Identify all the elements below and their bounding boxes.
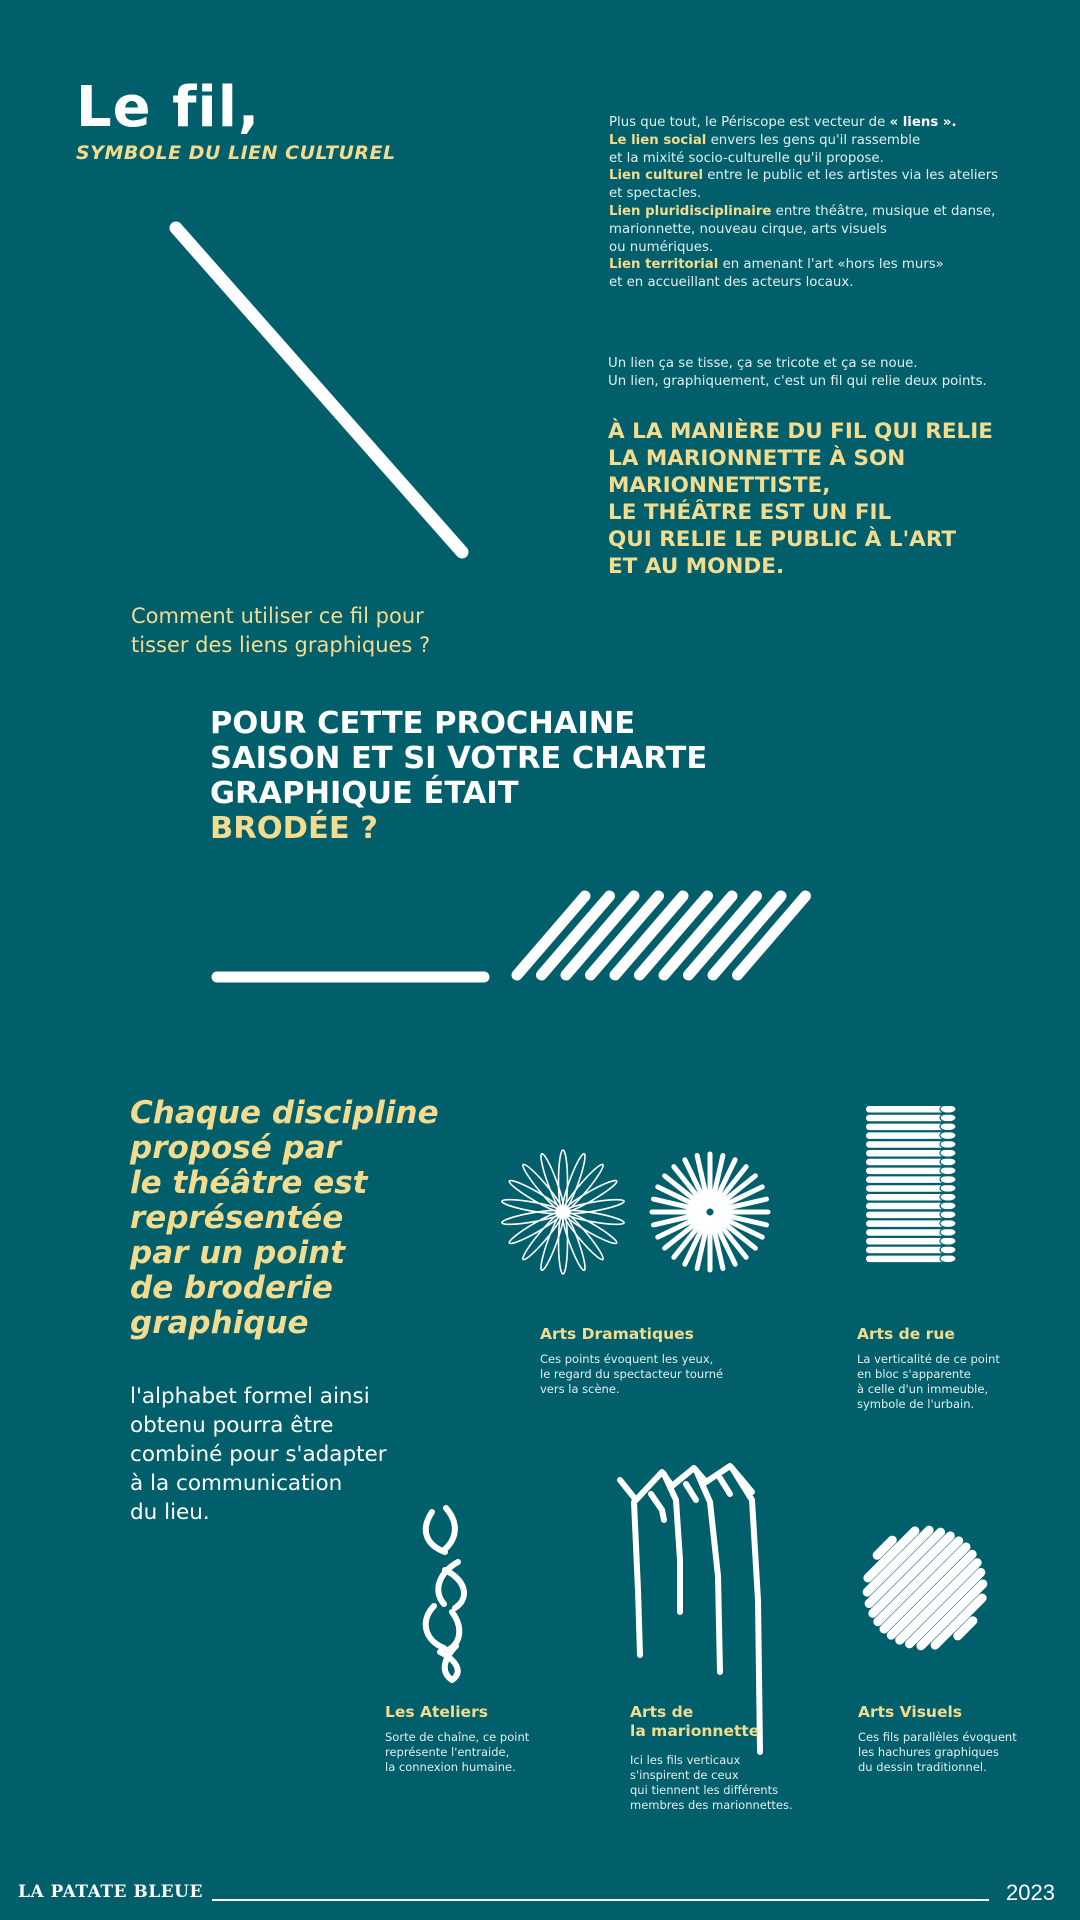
- alphabet-line: à la communication: [130, 1471, 343, 1496]
- caption-line: symbole de l'urbain.: [857, 1397, 975, 1411]
- alphabet-line: l'alphabet formel ainsi: [130, 1384, 370, 1409]
- quote-line: MARIONNETTISTE,: [608, 473, 831, 498]
- caption-text: [540, 1352, 770, 1397]
- caption-line: Ces points évoquent les yeux,: [540, 1352, 714, 1366]
- footer-brand: LA PATATE BLEUE: [18, 1882, 203, 1902]
- caption-arts-visuels: [858, 1703, 1058, 1775]
- intro-text: et en accueillant des acteurs locaux.: [609, 275, 854, 291]
- quote-line: ET AU MONDE.: [608, 554, 785, 579]
- intro-text: entre le public et les artistes via les ateliers: [703, 168, 999, 184]
- page-subtitle: SYMBOLE DU LIEN CULTUREL: [76, 142, 396, 164]
- discipline-line: le théâtre est: [130, 1165, 368, 1201]
- quote-line: LE THÉÂTRE EST UN FIL: [608, 500, 892, 525]
- caption-line: Ces fils parallèles évoquent: [858, 1730, 1017, 1744]
- tisse-line: Un lien, graphiquement, c'est un fil qui relie deux points.: [608, 374, 987, 389]
- intro-paragraph: [609, 114, 1029, 292]
- caption-line: La verticalité de ce point: [857, 1352, 1000, 1366]
- starburst-outline-stitch: [501, 1150, 625, 1274]
- caption-line: à celle d'un immeuble,: [857, 1382, 989, 1396]
- caption-line: vers la scène.: [540, 1382, 620, 1396]
- caption-title: Arts Dramatiques: [540, 1325, 694, 1343]
- intro-text: et spectacles.: [609, 186, 702, 202]
- caption-line: du dessin traditionnel.: [858, 1760, 987, 1774]
- quote-line: À LA MANIÈRE DU FIL QUI RELIE: [608, 419, 993, 444]
- headline-line: POUR CETTE PROCHAINE: [210, 706, 636, 741]
- alphabet-line: obtenu pourra être: [130, 1413, 334, 1438]
- intro-text: entre théâtre, musique et danse,: [771, 203, 996, 219]
- caption-arts-dramatiques: [540, 1325, 770, 1397]
- caption-line: en bloc s'apparente: [857, 1367, 971, 1381]
- question-line: tisser des liens graphiques ?: [131, 633, 431, 657]
- diagonal-thread: [176, 228, 462, 552]
- caption-les-ateliers: [385, 1703, 585, 1775]
- discipline-line: par un point: [130, 1235, 346, 1271]
- caption-line: qui tiennent les différents: [630, 1783, 779, 1797]
- lien-pluridisciplinaire-label: Lien pluridisciplinaire: [609, 203, 772, 219]
- caption-line: représente l'entraide,: [385, 1745, 510, 1759]
- caption-arts-de-la-marionnette: [630, 1703, 830, 1813]
- puppet-quote: [608, 418, 1048, 580]
- question-text: [131, 602, 511, 660]
- brodee-headline: [210, 706, 830, 846]
- caption-text: [857, 1352, 1057, 1412]
- alphabet-text: [130, 1382, 430, 1527]
- discipline-statement: [130, 1096, 490, 1341]
- caption-line: membres des marionnettes.: [630, 1798, 793, 1812]
- caption-line: la connexion humaine.: [385, 1760, 516, 1774]
- intro-text: envers les gens qu'il rassemble: [706, 132, 921, 148]
- headline-brodee: BRODÉE ?: [210, 811, 378, 846]
- caption-title: Arts Visuels: [858, 1703, 963, 1721]
- quote-line: QUI RELIE LE PUBLIC À L'ART: [608, 527, 957, 552]
- intro-text: en amenant l'art «hors les murs»: [718, 257, 944, 273]
- caption-title-line: Arts de: [630, 1703, 694, 1721]
- footer-divider: [212, 1899, 989, 1901]
- caption-line: Sorte de chaîne, ce point: [385, 1730, 530, 1744]
- caption-arts-de-rue: [857, 1325, 1057, 1412]
- headline-line: SAISON ET SI VOTRE CHARTE: [210, 741, 708, 776]
- discipline-line: proposé par: [130, 1130, 341, 1166]
- lien-social-label: Le lien social: [609, 132, 707, 148]
- caption-text: [858, 1730, 1058, 1775]
- lien-territorial-label: Lien territorial: [609, 257, 719, 273]
- starburst-solid-stitch: [652, 1154, 768, 1270]
- hatched-circle-stitch: [867, 1530, 983, 1646]
- tisse-paragraph: [608, 355, 1048, 391]
- alphabet-line: combiné pour s'adapter: [130, 1442, 387, 1467]
- caption-text: [630, 1753, 830, 1813]
- caption-line: les hachures graphiques: [858, 1745, 999, 1759]
- block-stitch: [866, 1105, 956, 1263]
- caption-line: le regard du spectacteur tourné: [540, 1367, 724, 1381]
- quote-line: LA MARIONNETTE À SON: [608, 446, 906, 471]
- hatched-threads: [517, 896, 806, 975]
- caption-title: Arts de rue: [857, 1325, 955, 1343]
- caption-line: Ici les fils verticaux: [630, 1753, 741, 1767]
- headline-line: GRAPHIQUE ÉTAIT: [210, 776, 519, 811]
- lien-culturel-label: Lien culturel: [609, 168, 704, 184]
- caption-title-line: la marionnette: [630, 1722, 760, 1740]
- discipline-line: graphique: [130, 1305, 309, 1341]
- caption-title: [630, 1703, 830, 1741]
- discipline-line: représentée: [130, 1200, 344, 1236]
- chain-stitch: [426, 1508, 464, 1680]
- tisse-line: Un lien ça se tisse, ça se tricote et ça se noue.: [608, 356, 918, 371]
- intro-text: ou numériques.: [609, 239, 714, 255]
- intro-liens: « liens ».: [889, 115, 957, 130]
- intro-text: et la mixité socio-culturelle qu'il propose.: [609, 150, 884, 166]
- caption-line: s'inspirent de ceux: [630, 1768, 739, 1782]
- question-line: Comment utiliser ce fil pour: [131, 604, 424, 628]
- discipline-line: Chaque discipline: [130, 1095, 439, 1131]
- discipline-line: de broderie: [130, 1270, 333, 1306]
- caption-title: Les Ateliers: [385, 1703, 488, 1721]
- page-title: Le fil,: [76, 75, 261, 140]
- intro-text: Plus que tout, le Périscope est vecteur de: [609, 115, 890, 130]
- alphabet-line: du lieu.: [130, 1500, 210, 1525]
- intro-text: marionnette, nouveau cirque, arts visuels: [609, 221, 887, 237]
- footer-year: 2023: [1006, 1880, 1055, 1905]
- caption-text: [385, 1730, 585, 1775]
